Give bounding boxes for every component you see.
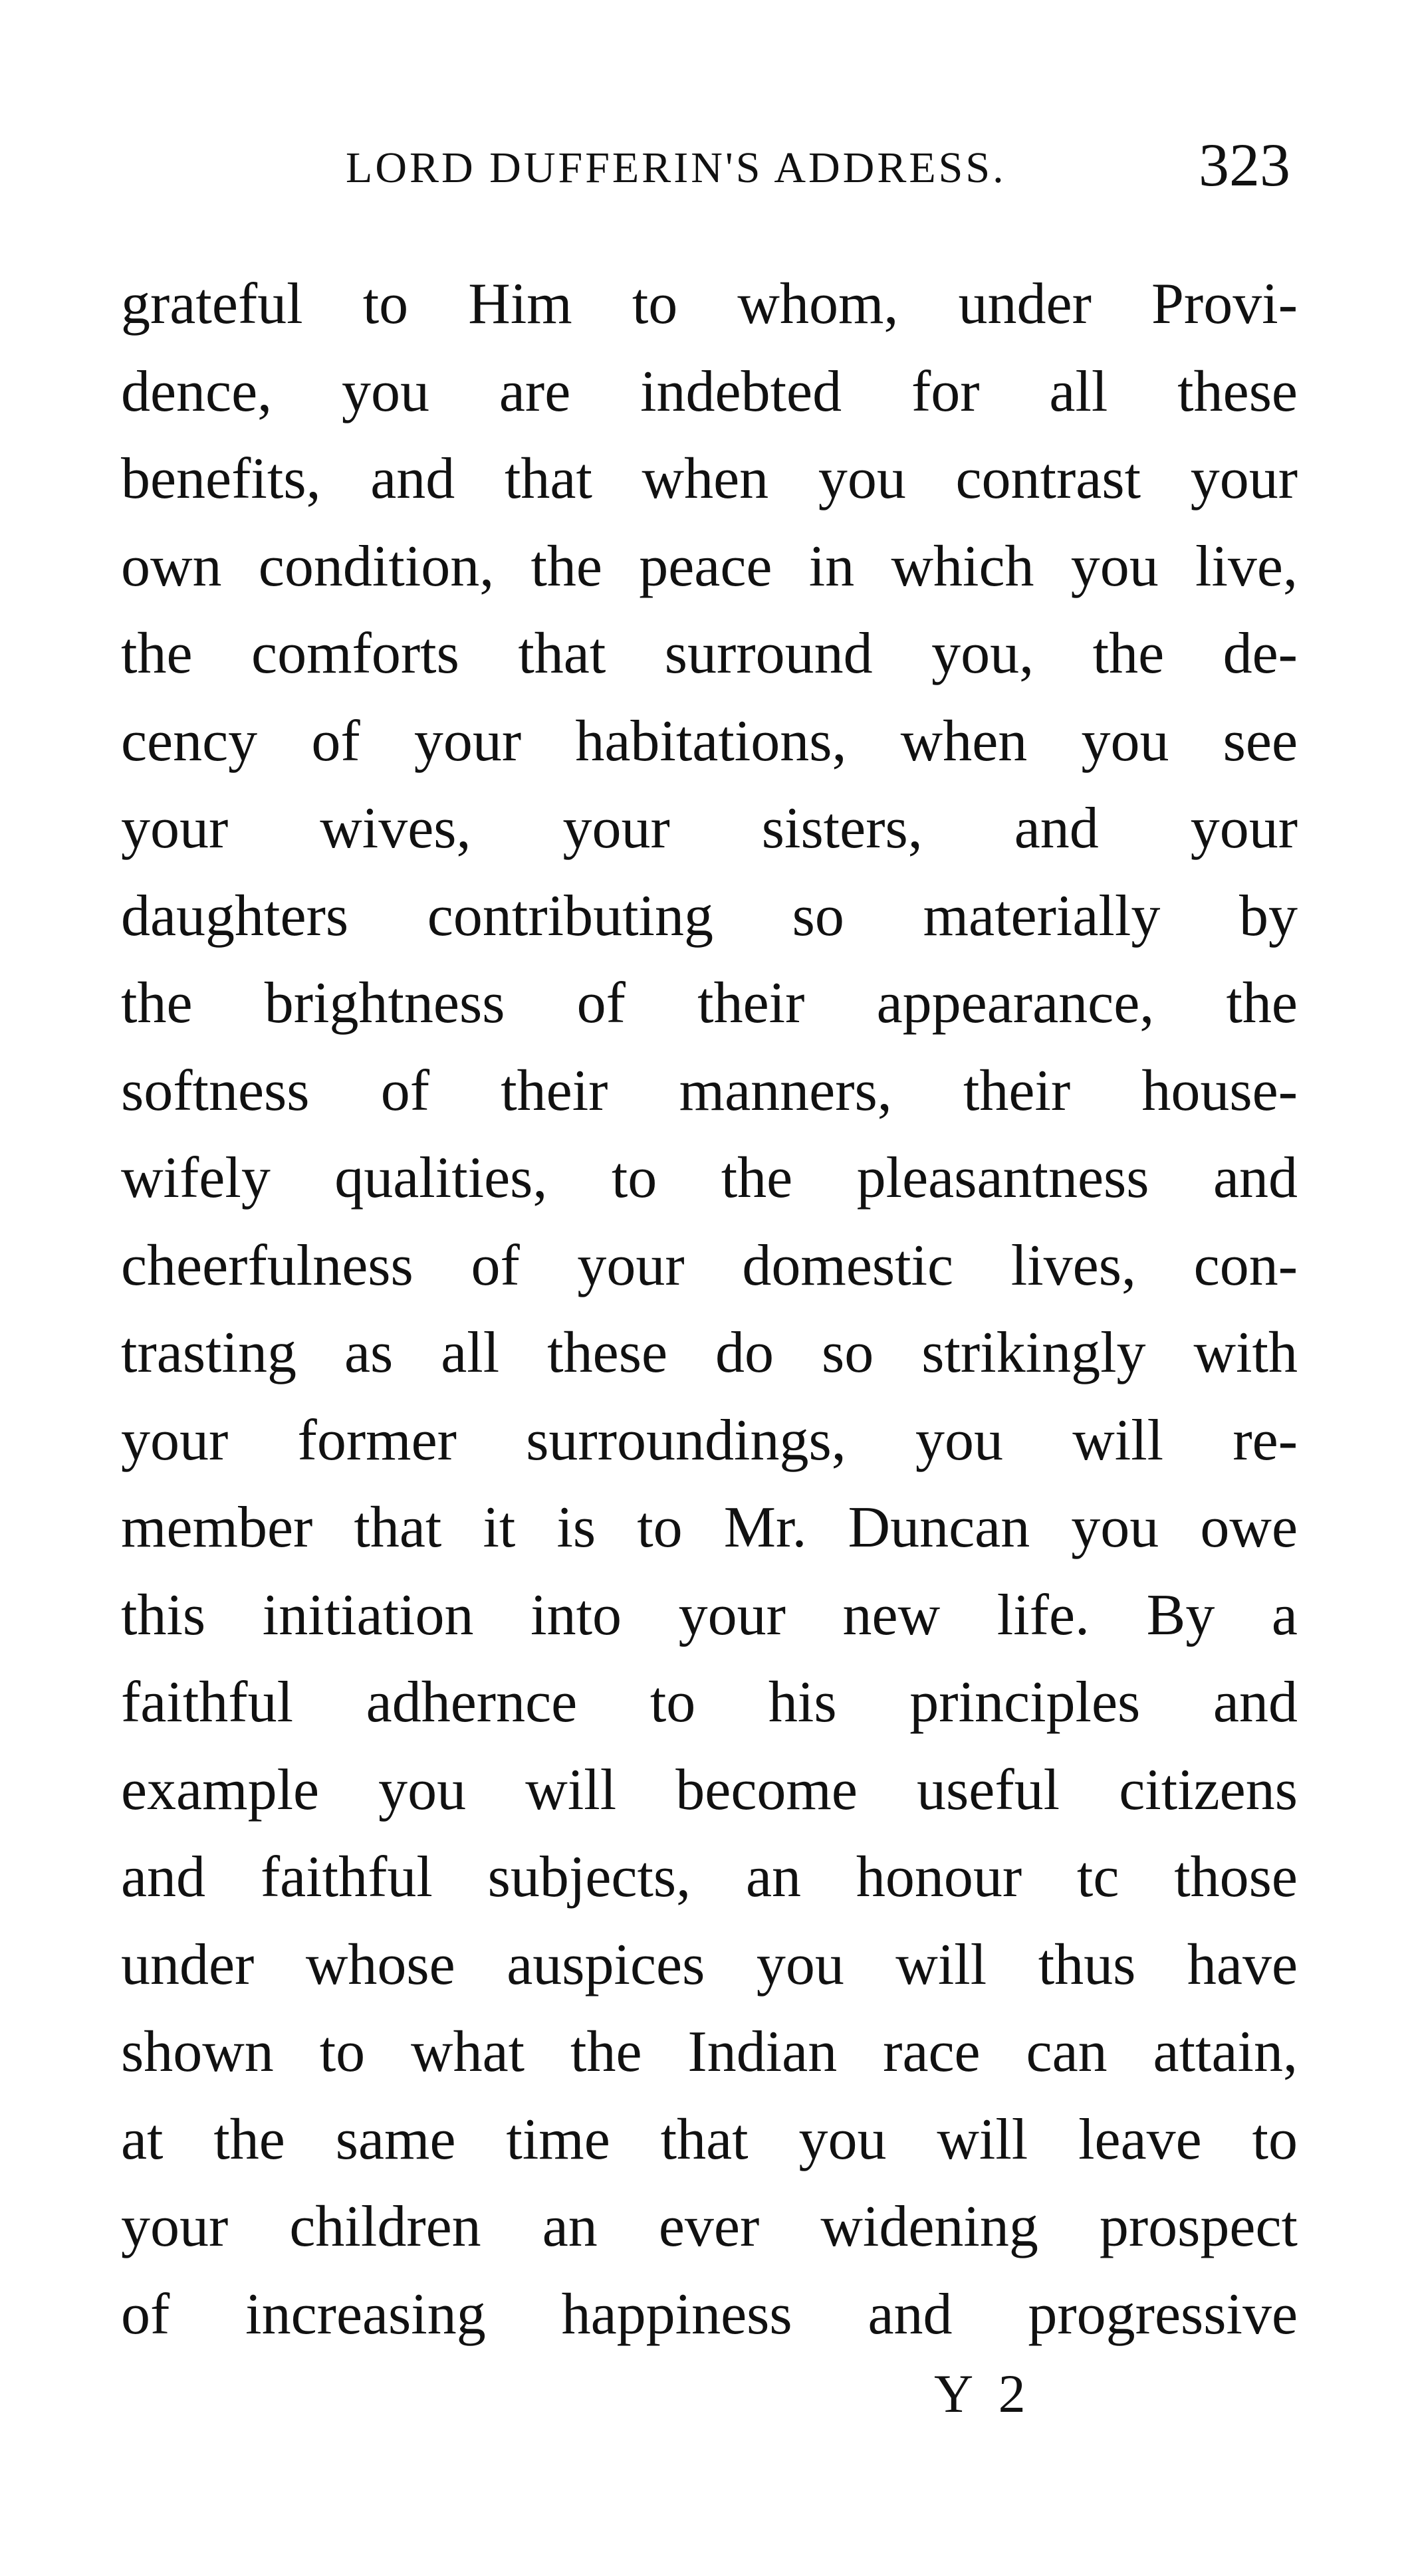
- text-line: this initiation into your new life. By a: [121, 1582, 1298, 1648]
- text-line: member that it is to Mr. Duncan you owe: [121, 1495, 1298, 1560]
- text-line: trasting as all these do so strikingly with: [121, 1321, 1298, 1385]
- text-line: your children an ever widening prospect: [121, 2195, 1298, 2259]
- text-line: own condition, the peace in which you live,: [121, 534, 1298, 599]
- signature-mark: Y 2: [934, 2363, 1032, 2424]
- text-line: faithful adhernce to his principles and: [121, 1670, 1298, 1735]
- text-line: example you will become useful citizens: [121, 1757, 1298, 1822]
- text-line: wifely qualities, to the pleasantness and: [121, 1146, 1298, 1210]
- text-line: at the same time that you will leave to: [121, 2107, 1298, 2172]
- text-line: the brightness of their appearance, the: [121, 971, 1298, 1035]
- text-line: softness of their manners, their house-: [121, 1058, 1298, 1123]
- text-line: cency of your habitations, when you see: [121, 708, 1298, 774]
- text-line: your wives, your sisters, and your: [121, 796, 1298, 861]
- page-number: 323: [1199, 131, 1290, 199]
- running-title: LORD DUFFERIN'S ADDRESS.: [346, 144, 1006, 192]
- text-line: shown to what the Indian race can attain,: [121, 2020, 1298, 2084]
- text-line: the comforts that surround you, the de-: [121, 621, 1298, 686]
- text-line: cheerfulness of your domestic lives, con-: [121, 1233, 1298, 1298]
- text-line: your former surroundings, you will re-: [121, 1408, 1298, 1473]
- text-line: benefits, and that when you contrast your: [121, 447, 1298, 511]
- text-line: under whose auspices you will thus have: [121, 1932, 1298, 1997]
- text-line: of increasing happiness and progressive: [121, 2282, 1298, 2347]
- text-line: dence, you are indebted for all these: [121, 359, 1298, 424]
- text-line: daughters contributing so materially by: [121, 883, 1298, 948]
- body-text: [121, 261, 1298, 2358]
- text-line: grateful to Him to whom, under Provi-: [121, 272, 1298, 336]
- text-line: and faithful subjects, an honour tc those: [121, 1845, 1298, 1909]
